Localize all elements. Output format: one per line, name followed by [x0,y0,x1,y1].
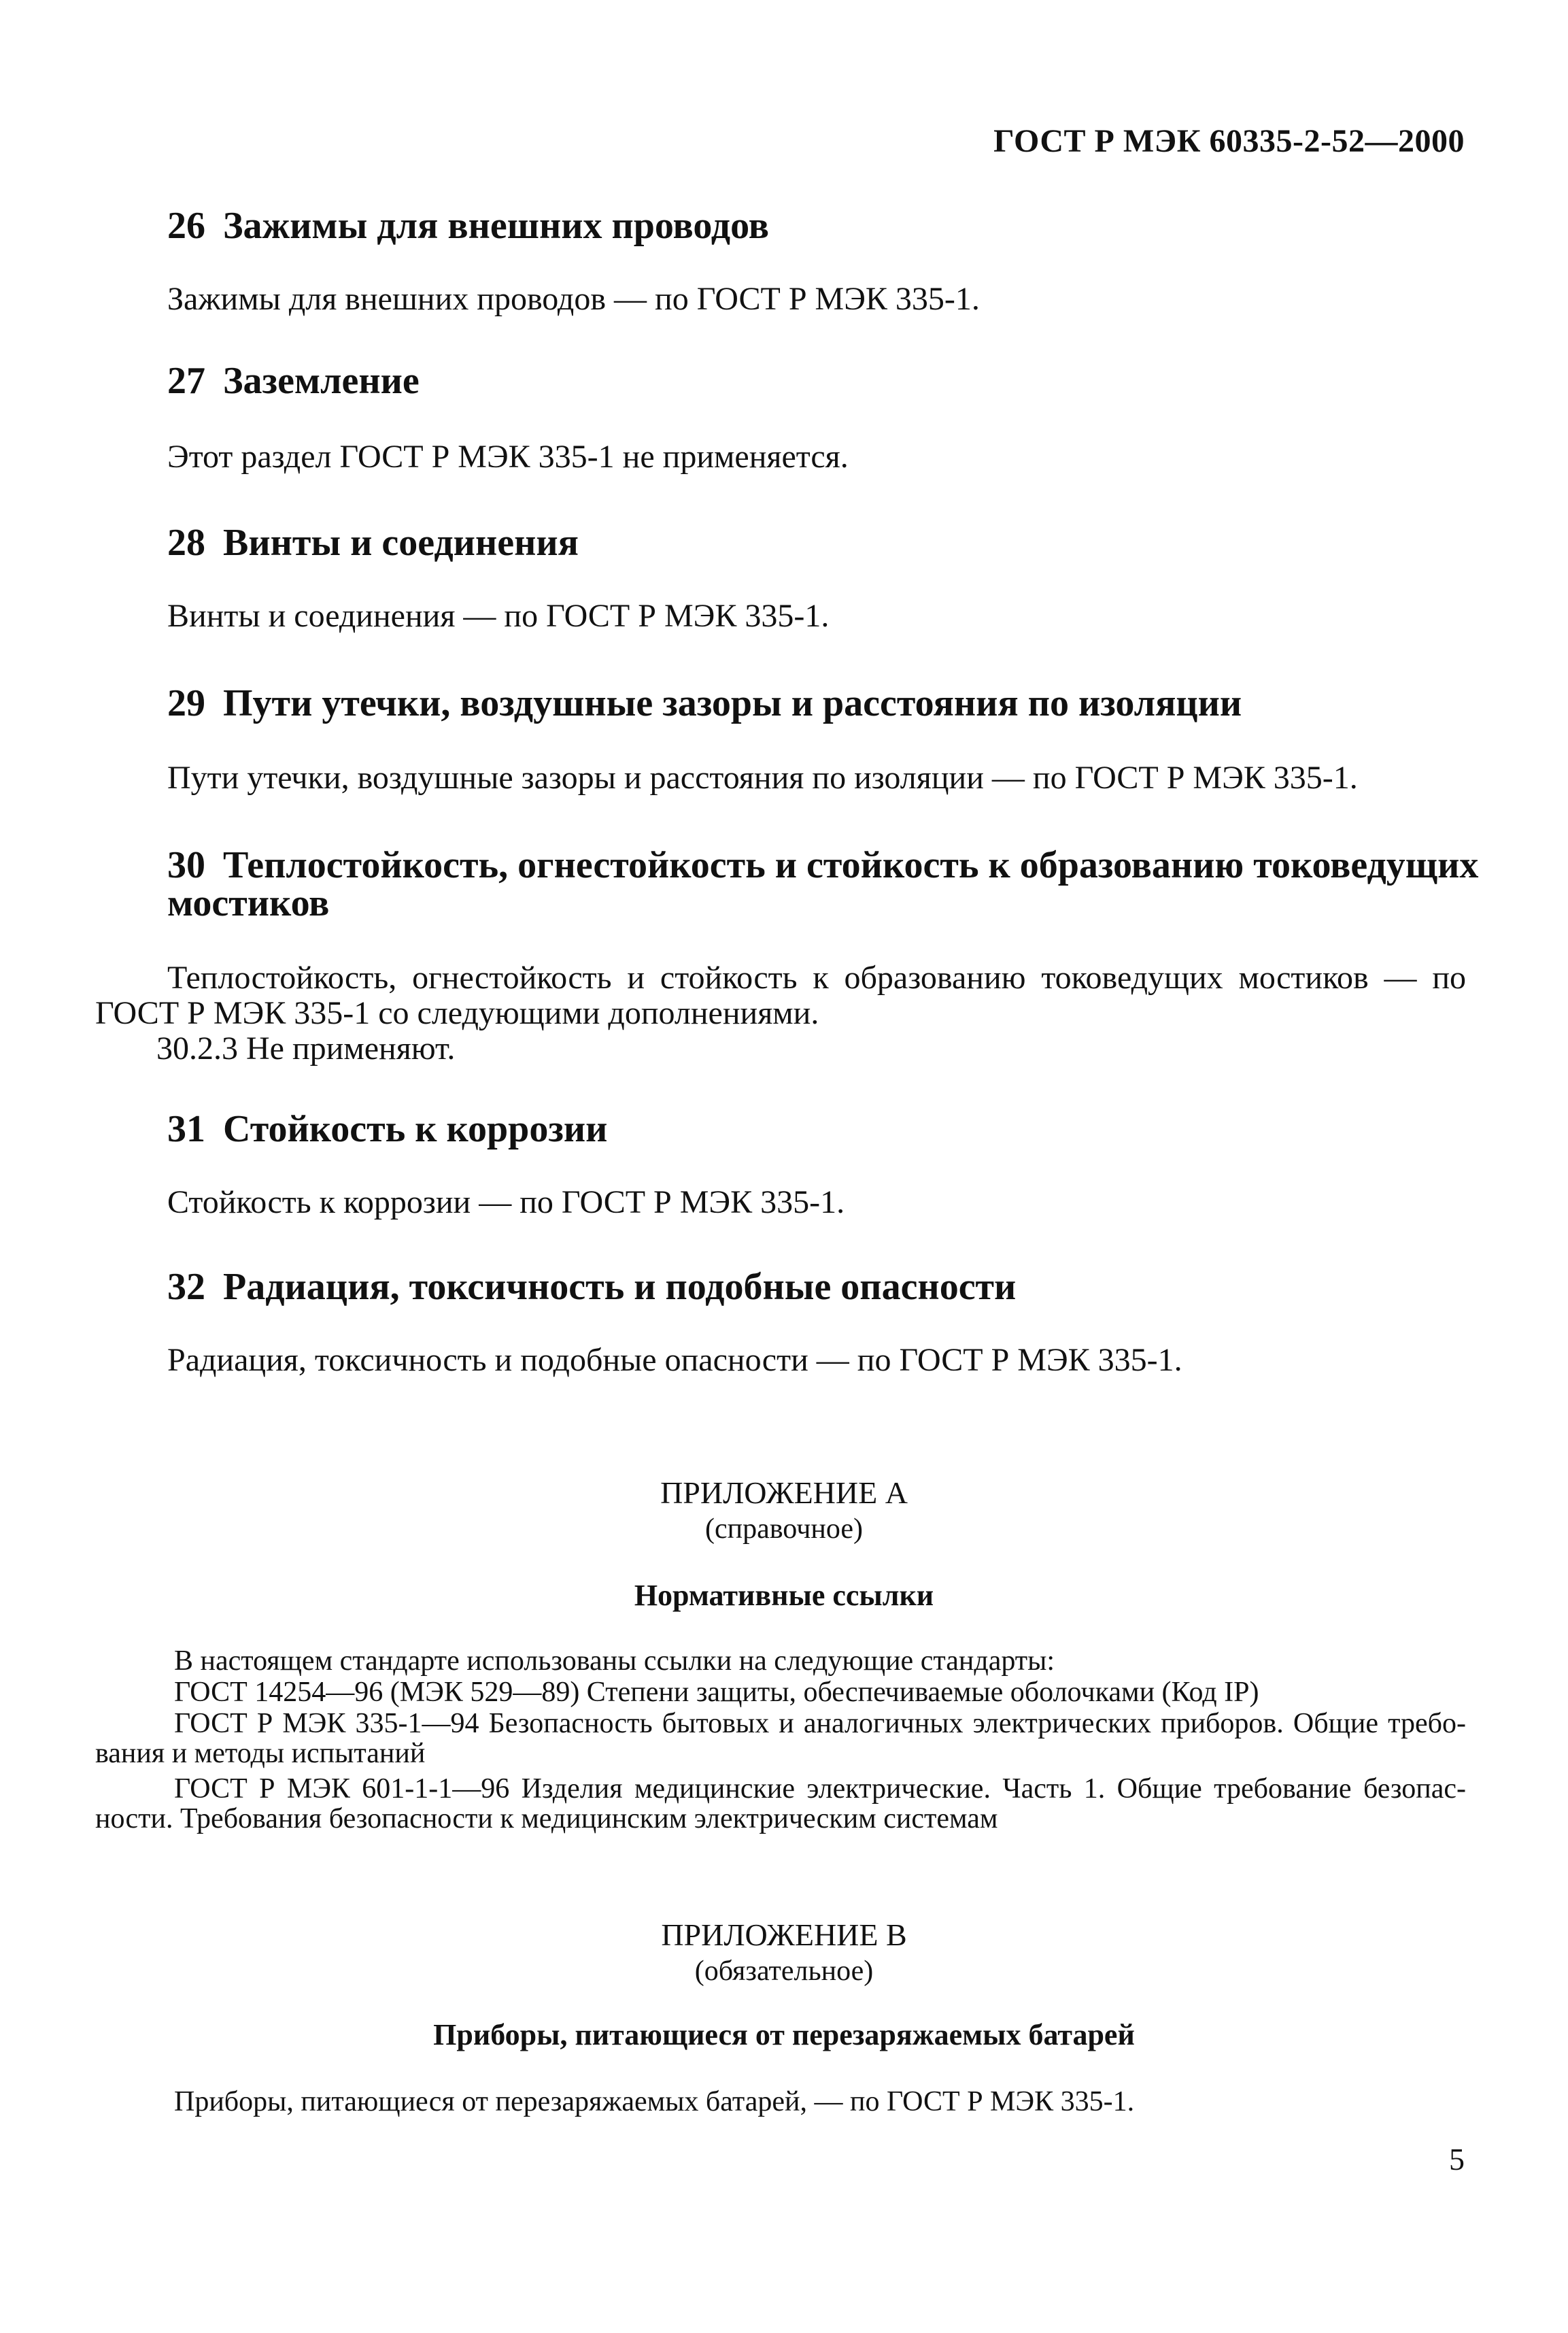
section-title: Пути утечки, воздушные зазоры и расстояния по изоляции [223,682,1242,724]
appendix-b-heading: ПРИЛОЖЕНИЕ В [661,1917,907,1952]
section-number: 32 [167,1266,205,1308]
section-28-heading [167,521,579,565]
section-27-text: Этот раздел ГОСТ Р МЭК 335-1 не применяется. [167,439,849,475]
section-27-heading [167,359,420,403]
appendix-a-ref-1: ГОСТ 14254—96 (МЭК 529—89) Степени защиты, обеспечиваемые оболочками (Код IP) [174,1677,1259,1708]
section-26-heading [167,204,769,248]
section-31-text: Стойкость к коррозии — по ГОСТ Р МЭК 335-1. [167,1184,845,1220]
section-title: Теплостойкость, огнестойкость и стойкость к образованию токоведущих [223,844,1479,886]
section-30-heading-cont: мостиков [167,882,330,924]
section-title: Винты и соединения [223,522,579,564]
appendix-a-ref-3-line2: ности. Требования безопасности к медицинским электрическим системам [95,1803,998,1834]
section-number: 30 [167,844,205,886]
section-number: 29 [167,682,205,724]
appendix-b-status: (обязательное) [694,1956,874,1987]
document-code: ГОСТ Р МЭК 60335-2-52—2000 [993,123,1465,159]
section-29-heading [167,682,1242,725]
section-32-heading [167,1265,1016,1309]
section-30-text-line1: Теплостойкость, огнестойкость и стойкость к образованию токоведущих мостиков — по [167,960,1466,996]
section-31-heading [167,1107,607,1151]
section-28-text: Винты и соединения — по ГОСТ Р МЭК 335-1. [167,598,830,634]
appendix-b-text: Приборы, питающиеся от перезаряжаемых батарей, — по ГОСТ Р МЭК 335-1. [174,2086,1135,2117]
section-32-text: Радиация, токсичность и подобные опасности — по ГОСТ Р МЭК 335-1. [167,1342,1182,1378]
appendix-a-title: Нормативные ссылки [634,1579,934,1612]
section-26-text: Зажимы для внешних проводов — по ГОСТ Р МЭК 335-1. [167,281,980,317]
section-title: Стойкость к коррозии [223,1108,608,1150]
section-number: 31 [167,1108,205,1150]
section-number: 27 [167,360,205,402]
section-30-subclause: 30.2.3 Не применяют. [156,1030,456,1067]
section-title: Радиация, токсичность и подобные опасности [223,1266,1017,1308]
appendix-a-ref-2-line2: вания и методы испытаний [95,1738,426,1769]
page-number: 5 [1449,2142,1465,2177]
section-number: 26 [167,205,205,247]
appendix-a-intro: В настоящем стандарте использованы ссылки на следующие стандарты: [174,1645,1055,1677]
appendix-a-ref-3-line1: ГОСТ Р МЭК 601-1-1—96 Изделия медицинские электрические. Часть 1. Общие требование безопас- [174,1773,1466,1805]
section-29-text: Пути утечки, воздушные зазоры и расстояния по изоляции — по ГОСТ Р МЭК 335-1. [167,760,1358,796]
appendix-a-heading: ПРИЛОЖЕНИЕ А [660,1475,908,1510]
section-title: Зажимы для внешних проводов [223,205,769,247]
section-30-text-line2: ГОСТ Р МЭК 335-1 со следующими дополнениями. [95,995,819,1031]
appendix-a-ref-2-line1: ГОСТ Р МЭК 335-1—94 Безопасность бытовых и аналогичных электрических приборов. Общие требо- [174,1708,1466,1739]
appendix-b-title: Приборы, питающиеся от перезаряжаемых батарей [433,2018,1135,2051]
appendix-a-status: (справочное) [705,1513,863,1545]
section-title: Заземление [223,360,420,402]
section-number: 28 [167,522,205,564]
section-30-heading [167,843,1478,887]
